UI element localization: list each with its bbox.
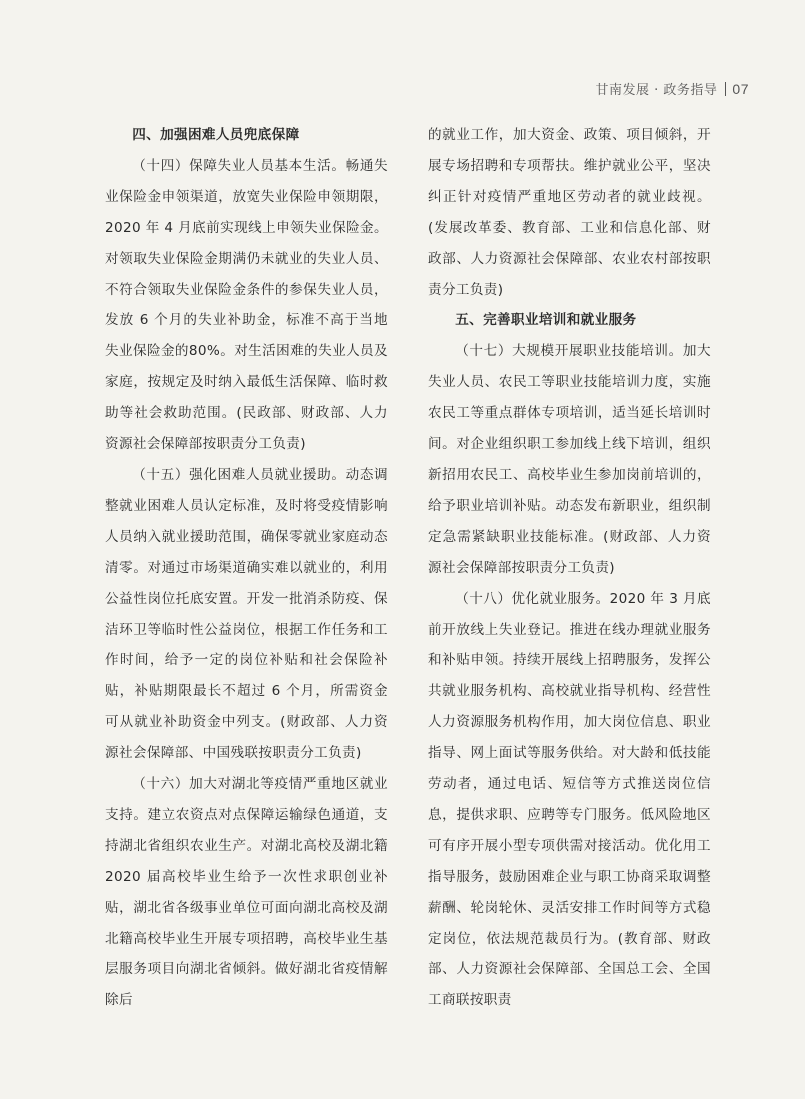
section-5-title: 五、完善职业培训和就业服务 bbox=[455, 312, 637, 329]
header-divider bbox=[725, 82, 726, 96]
section-4-title: 四、加强困难人员兜底保障 bbox=[132, 127, 300, 143]
paragraph-17: （十七）大规模开展职业技能培训。加大失业人员、农民工等职业技能培训力度，实施农民工等重点群体专项培训，适当延长培训时间。对企业组织职工参加线上线下培训，组织新招用农民工、高校毕业生参加岗前培训的，给予职业培训补贴。动态发布新职业，组织制定急需紧缺职业技能标准。(财政部、人力资源社会保障部按职责分工负责) bbox=[428, 343, 711, 576]
paragraph-16-start: （十六）加大对湖北等疫情严重地区就业支持。建立农资点对点保障运输绿色通道，支持湖北省组织农业生产。对湖北高校及湖北籍 2020 届高校毕业生给予一次性求职创业补贴，湖北省各级事业单位可面向湖北高校及湖北籍高校毕业生开展专项招聘，高校毕业生基层服务项目向湖北省倾斜。做好湖北省疫情解除后 bbox=[105, 776, 388, 1009]
paragraph-15: （十五）强化困难人员就业援助。动态调整就业困难人员认定标准，及时将受疫情影响人员纳入就业援助范围，确保零就业家庭动态清零。对通过市场渠道确实难以就业的，利用公益性岗位托底安置。开发一批消杀防疫、保洁环卫等临时性公益岗位，根据工作任务和工作时间，给予一定的岗位补贴和社会保险补贴，补贴期限最长不超过 6 个月，所需资金可从就业补助资金中列支。(财政部、人力资源社会保障部、中国残联按职责分工负责) bbox=[105, 466, 388, 762]
paragraph-14: （十四）保障失业人员基本生活。畅通失业保险金申领渠道，放宽失业保险申领期限，2020 年 4 月底前实现线上申领失业保险金。对领取失业保险金期满仍未就业的失业人员、不符合领取失业保险金条件的参保失业人员，发放 6 个月的失业补助金，标准不高于当地失业保险金的80%。对生活困难的失业人员及家庭，按规定及时纳入最低生活保障、临时救助等社会救助范围。(民政部、财政部、人力资源社会保障部按职责分工负责) bbox=[105, 157, 388, 453]
paragraph-18: （十八）优化就业服务。2020 年 3 月底前开放线上失业登记。推进在线办理就业服务和补贴申领。持续开展线上招聘服务，发挥公共就业服务机构、高校就业指导机构、经营性人力资源服务机构作用，加大岗位信息、职业指导、网上面试等服务供给。对大龄和低技能劳动者，通过电话、短信等方式推送岗位信息，提供求职、应聘等专门服务。低风险地区可有序开展小型专项供需对接活动。优化用工指导服务，鼓励困难企业与职工协商采取调整薪酬、轮岗轮休、灵活安排工作时间等方式稳定岗位，依法规范裁员行为。(教育部、财政部、人力资源社会保障部、全国总工会、全国工商联按职责 bbox=[428, 590, 711, 1009]
right-column bbox=[428, 120, 711, 1016]
page-number: 07 bbox=[732, 80, 749, 97]
running-header bbox=[596, 79, 749, 98]
header-title: 甘南发展 · 政务指导 bbox=[595, 83, 718, 98]
left-column bbox=[105, 120, 388, 1016]
paragraph-16-end: 的就业工作，加大资金、政策、项目倾斜，开展专场招聘和专项帮扶。维护就业公平，坚决纠正针对疫情严重地区劳动者的就业歧视。(发展改革委、教育部、工业和信息化部、财政部、人力资源社会保障部、农业农村部按职责分工负责) bbox=[428, 127, 711, 298]
